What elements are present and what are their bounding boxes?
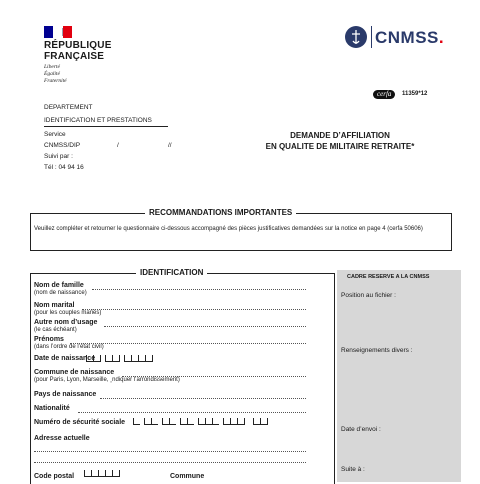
commune-naissance-label: Commune de naissance <box>34 369 115 376</box>
nom-marital-label: Nom marital <box>34 302 75 309</box>
suivi-par: Suivi par : <box>44 153 73 160</box>
nom-famille-field[interactable] <box>92 289 306 290</box>
cerfa-number: 11359*12 <box>402 91 428 97</box>
cnmss-emblem-icon <box>345 26 367 48</box>
cnmss-divider <box>371 26 372 48</box>
service-label: Service <box>44 131 66 138</box>
autre-nom-field[interactable] <box>104 326 306 327</box>
motto: Liberté Égalité Fraternité <box>44 64 67 84</box>
adresse-field-line-2[interactable] <box>34 462 306 463</box>
marianne-logo <box>44 26 72 38</box>
recommendations-title: RECOMMANDATIONS IMPORTANTES <box>145 208 296 217</box>
nom-marital-note: (pour les couples mariés) <box>34 310 102 316</box>
reserved-suite: Suite à : <box>341 466 365 473</box>
pays-naissance-field[interactable] <box>100 398 306 399</box>
reserved-date-envoi: Date d’envoi : <box>341 426 381 433</box>
reserved-position: Position au fichier : <box>341 292 396 299</box>
department-underline <box>44 126 168 127</box>
identification-title: IDENTIFICATION <box>136 268 207 277</box>
reserved-title: CADRE RESERVE A LA CNMSS <box>347 274 430 280</box>
nom-famille-note: (nom de naissance) <box>34 290 87 296</box>
secu-boxes[interactable] <box>133 418 268 425</box>
prenoms-label: Prénoms <box>34 336 64 343</box>
adresse-field-line-1[interactable] <box>34 451 306 452</box>
autre-nom-label: Autre nom d’usage <box>34 319 98 326</box>
prenoms-field[interactable] <box>70 343 306 344</box>
cerfa-badge: cerfa <box>373 90 395 99</box>
department-label: DEPARTEMENT <box>44 104 93 111</box>
commune-naissance-field[interactable] <box>122 376 306 377</box>
code-postal-boxes[interactable] <box>84 470 120 477</box>
reserved-renseignements: Renseignements divers : <box>341 347 413 354</box>
nom-famille-label: Nom de famille <box>34 282 84 289</box>
cnmss-logo-text: CNMSS. <box>375 28 445 47</box>
nationalite-field[interactable] <box>78 412 306 413</box>
service-slash-2: // <box>168 142 172 149</box>
nationalite-label: Nationalité <box>34 405 70 412</box>
republique-title: RÉPUBLIQUE FRANÇAISE <box>44 40 112 62</box>
pays-naissance-label: Pays de naissance <box>34 391 97 398</box>
code-postal-label: Code postal <box>34 473 75 480</box>
commune-label: Commune <box>170 473 205 480</box>
service-slash-1: / <box>117 142 119 149</box>
date-naissance-boxes[interactable] <box>86 355 153 362</box>
date-naissance-label: Date de naissance <box>34 355 96 362</box>
telephone: Tél : 04 94 16 <box>44 164 84 171</box>
adresse-label: Adresse actuelle <box>34 435 90 442</box>
reserved-panel <box>337 270 461 482</box>
secu-label: Numéro de sécurité sociale <box>34 419 126 426</box>
autre-nom-note: (le cas échéant) <box>34 327 77 333</box>
recommendations-text: Veuillez compléter et retourner le questionnaire ci-dessous accompagné des pièces justificatives demandées sur la notice en page 4 (cerfa 50606) <box>34 226 423 232</box>
form-title: DEMANDE D’AFFILIATION EN QUALITE DE MILITAIRE RETRAITE* <box>265 131 415 151</box>
commune-naissance-note: (pour Paris, Lyon, Marseille, ¸ndiquer l’arrondissement) <box>34 377 180 383</box>
prenoms-note: (dans l’ordre de l’état civil) <box>34 344 104 350</box>
service-value: CNMSS/DIP <box>44 142 81 149</box>
nom-marital-field[interactable] <box>82 309 306 310</box>
department-value: IDENTIFICATION ET PRESTATIONS <box>44 117 152 124</box>
